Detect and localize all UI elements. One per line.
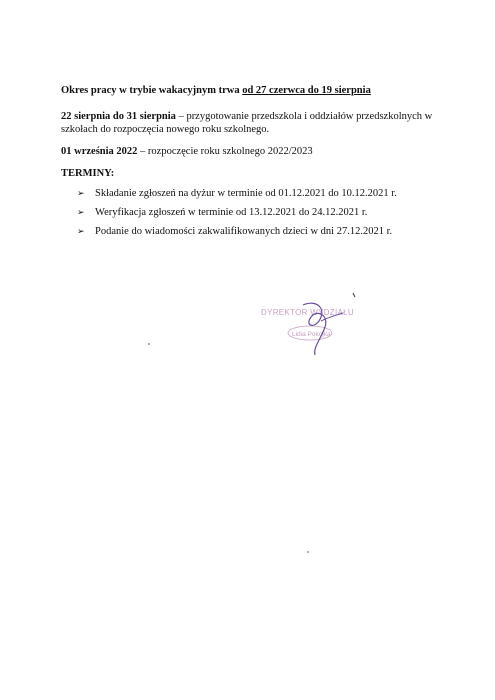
period-dates: od 27 czerwca do 19 sierpnia xyxy=(242,85,371,96)
term-item xyxy=(77,225,392,239)
term-item xyxy=(77,206,367,220)
period-prefix: Okres pracy w trybie wakacyjnym trwa xyxy=(61,85,243,96)
stamp-title: DYREKTOR WYDZIAŁU xyxy=(261,308,354,317)
term-item xyxy=(77,187,397,201)
signature-tick xyxy=(353,293,355,297)
prep-line-1 xyxy=(61,110,432,123)
stamp-name: Lidia Pokojka xyxy=(292,331,331,338)
term-item-text: Weryfikacja zgłoszeń w terminie od 13.12.2021 do 24.12.2021 r. xyxy=(95,207,368,218)
prep-text-2: szkołach do rozpoczęcia nowego roku szkolnego. xyxy=(61,124,270,135)
start-text: – rozpoczęcie roku szkolnego 2022/2023 xyxy=(137,146,313,157)
prep-dates: 22 sierpnia do 31 sierpnia xyxy=(61,111,176,122)
terms-heading: TERMINY: xyxy=(61,168,115,179)
stamp-graphic xyxy=(255,285,365,365)
official-stamp xyxy=(255,285,365,365)
start-line xyxy=(61,145,313,158)
prep-line-2 xyxy=(61,123,269,136)
speck xyxy=(307,551,309,553)
arrow-bullet-icon: ➢ xyxy=(77,227,85,237)
arrow-bullet-icon: ➢ xyxy=(77,189,85,199)
term-item-text: Podanie do wiadomości zakwalifikowanych dzieci w dni 27.12.2021 r. xyxy=(95,226,393,237)
prep-text-1: – przygotowanie przedszkola i oddziałów przedszkolnych w xyxy=(175,111,433,122)
start-date: 01 września 2022 xyxy=(61,146,138,157)
term-item-text: Składanie zgłoszeń na dyżur w terminie od 01.12.2021 do 10.12.2021 r. xyxy=(95,188,397,199)
speck xyxy=(148,343,150,345)
arrow-bullet-icon: ➢ xyxy=(77,208,85,218)
period-line xyxy=(61,84,371,97)
